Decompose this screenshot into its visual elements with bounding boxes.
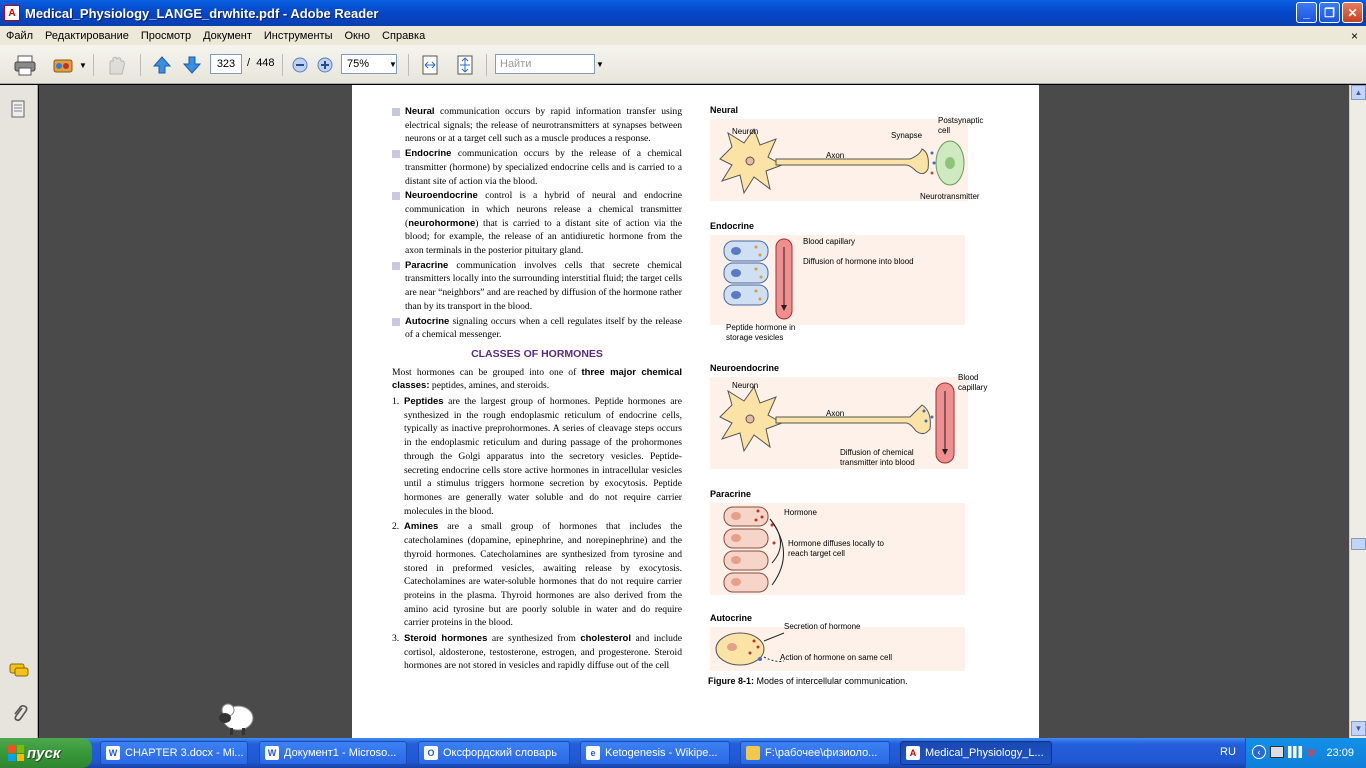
neuroendo-axon-label: Axon	[826, 409, 845, 418]
fig-neuroendocrine-title: Neuroendocrine	[710, 363, 780, 373]
menu-help[interactable]: Справка	[382, 29, 426, 42]
tray-expand-icon[interactable]: ‹	[1252, 745, 1266, 759]
fig-autocrine-panel	[710, 627, 965, 671]
folder-icon	[746, 746, 760, 760]
page-number-input[interactable]: 323	[210, 54, 242, 74]
neural-synapse-label: Synapse	[891, 131, 923, 140]
windows-flag-icon	[8, 745, 24, 761]
fig-autocrine-title: Autocrine	[710, 613, 753, 623]
language-indicator[interactable]: RU	[1220, 746, 1236, 758]
bullet-autocrine: Autocrine signaling occurs when a cell regulates itself by the release of a chemical messenger.	[392, 315, 682, 342]
attachments-icon[interactable]	[9, 703, 29, 723]
menu-tools[interactable]: Инструменты	[263, 29, 333, 42]
dictionary-icon: O	[424, 746, 438, 760]
vertical-scrollbar[interactable]	[1349, 85, 1366, 738]
endocrine-pep-label: Peptide hormone in storage vesicles	[726, 323, 796, 342]
page-total-count: 448	[256, 57, 275, 69]
list-item-amines: 2. Amines are a small group of hormones that includes the catecholamines (dopamine, epinephrine, and norepinephrine) and the thyroid hormones. Catecholamines are synthesized from tyrosine and stored in preformed vesicles, awaiting release by exocytosis. Catecholamines are water-soluble hormones that do not require carrier proteins in the plasma. Thyroid hormones are also derived from the amino acid tyrosine but are poorly soluble in water and do require carrier proteins in the blood.	[392, 521, 682, 629]
scroll-down-icon[interactable]: ▼	[1351, 721, 1366, 736]
word-icon: W	[265, 746, 279, 760]
clock[interactable]: 23:09	[1326, 747, 1354, 759]
fig-endocrine-panel	[710, 235, 965, 325]
zoom-out-icon[interactable]	[291, 56, 308, 73]
scroll-thumb[interactable]	[1351, 538, 1366, 550]
pages-icon[interactable]	[9, 99, 29, 119]
fig-paracrine-title: Paracrine	[710, 489, 752, 499]
body-text	[392, 105, 682, 673]
task-oxford-dictionary[interactable]: O Оксфордский словарь	[418, 741, 570, 765]
word-icon: W	[106, 746, 120, 760]
neuroendo-neuron-label: Neuron	[732, 381, 759, 390]
section-heading: CLASSES OF HORMONES	[471, 347, 603, 360]
task-document1[interactable]: W Документ1 - Microso...	[259, 741, 407, 765]
menu-close-icon[interactable]: ×	[1350, 28, 1358, 43]
neuroendo-cap-label: Blood capillary	[958, 373, 988, 392]
autocrine-diagram	[710, 627, 965, 671]
neural-nt-label: Neurotransmitter	[920, 192, 980, 201]
list-item-peptides: 1. Peptides are the largest group of hormones. Peptide hormones are synthesized in the rough endoplasmic reticulum of endocrine cells, typically as inactive preprohormones. A series of cleavage steps occurs in the endoplasmic reticulum and during passage of the prohormones through the Golgi apparatus into the secretory vesicles. Peptide-secreting endocrine cells store active hormones in intracellular vesicles until a stimulus triggers hormone secretion by exocytosis. Peptide hormones are generally water soluble and do not require carrier molecules in the blood.	[392, 396, 682, 517]
search-input[interactable]: Найти	[495, 54, 595, 74]
comments-icon[interactable]	[9, 661, 29, 681]
signal-icon[interactable]	[1288, 746, 1302, 758]
restore-button[interactable]: ❐	[1319, 2, 1340, 23]
zoom-level-field[interactable]: 75%	[341, 54, 397, 74]
pdf-page	[352, 85, 1039, 738]
endocrine-diagram	[710, 235, 965, 325]
pdf-icon: A	[4, 5, 20, 21]
neural-post-label: Postsynaptic cell	[938, 116, 984, 135]
task-chapter3[interactable]: W CHAPTER 3.docx - Mi...	[100, 741, 248, 765]
bullet-endocrine: Endocrine communication occurs by the release of a chemical transmitter (hormone) by specialized endocrine cells and is carried to a distant site of action via the blood.	[392, 147, 682, 188]
neuroendo-diff-label: Diffusion of chemical transmitter into blood	[840, 448, 915, 467]
scroll-up-icon[interactable]: ▲	[1351, 85, 1366, 100]
menu-window[interactable]: Окно	[344, 29, 371, 42]
bullet-neural: Neural communication occurs by rapid information transfer using electrical signals; the release of neurotransmitters at synapses between neurons or at a target cell such as a muscle produces a response.	[392, 105, 682, 146]
intro-paragraph: Most hormones can be grouped into one of three major chemical classes: peptides, amines, and steroids.	[392, 366, 683, 392]
minimize-button[interactable]: _	[1296, 2, 1317, 23]
neural-axon-label: Axon	[826, 151, 845, 160]
share-dropdown-icon[interactable]: ▼	[79, 61, 87, 70]
fig-neural-title: Neural	[710, 105, 739, 115]
task-ketogenesis[interactable]: e Ketogenesis - Wikipe...	[580, 741, 730, 765]
alert-icon[interactable]: ✕	[1306, 746, 1317, 760]
start-button[interactable]	[0, 738, 92, 768]
bullet-neuroendocrine: Neuroendocrine control is a hybrid of neural and endocrine communication in which neurons release a chemical transmitter (neurohormone) that is carried to a distant site of action via the blood; for example, the release of an antidiuretic hormone from the axon terminals in the posterior pituitary gland.	[392, 189, 682, 258]
figure-8-1	[708, 105, 1038, 705]
menu-bar	[0, 26, 1366, 45]
menu-file[interactable]: Файл	[6, 29, 34, 42]
browser-icon: e	[586, 746, 600, 760]
zoom-dropdown-icon[interactable]: ▼	[389, 60, 397, 69]
paracrine-diff-label: Hormone diffuses locally to reach target cell	[788, 539, 884, 558]
toolbar	[0, 45, 1366, 84]
navigation-panel	[0, 85, 38, 738]
hand-tool-icon[interactable]	[103, 53, 129, 77]
close-button[interactable]: ✕	[1342, 2, 1363, 23]
start-label: пуск	[27, 744, 61, 762]
menu-view[interactable]: Просмотр	[140, 29, 192, 42]
task-folder[interactable]: F:\рабочее\физиоло...	[740, 741, 890, 765]
menu-edit[interactable]: Редактирование	[45, 29, 129, 42]
list-item-steroids: 3. Steroid hormones are synthesized from cholesterol and include cortisol, aldosterone, testosterone, estrogen, and progesterone. Steroid hormones are not stored in vesicles and rapidly diffuse out of the cell	[392, 633, 683, 672]
sheep-mascot-icon	[216, 700, 256, 736]
fit-page-icon[interactable]	[453, 53, 477, 77]
system-tray	[1245, 738, 1366, 768]
endocrine-diff-label: Diffusion of hormone into blood	[803, 257, 914, 266]
next-page-icon[interactable]	[180, 53, 204, 77]
neural-neuron-label: Neuron	[732, 127, 759, 136]
window-title: Medical_Physiology_LANGE_drwhite.pdf - Adobe Reader	[25, 5, 379, 21]
menu-document[interactable]: Документ	[203, 29, 252, 42]
page-total	[247, 57, 275, 69]
autocrine-act-label: Action of hormone on same cell	[780, 653, 893, 662]
search-dropdown-icon[interactable]: ▼	[596, 60, 604, 69]
title-bar	[0, 0, 1366, 26]
endocrine-cap-label: Blood capillary	[803, 237, 856, 246]
taskbar	[0, 738, 1366, 768]
pdf-icon: A	[906, 746, 920, 760]
page-separator: /	[247, 57, 251, 69]
previous-page-icon[interactable]	[150, 53, 174, 77]
zoom-in-icon[interactable]	[316, 56, 333, 73]
bullet-paracrine: Paracrine communication involves cells that secrete chemical transmitters locally into the surrounding interstitial fluid; the target cells are near “neighbors” and are reached by diffusion of the hormone rather than by its transport in the blood.	[392, 259, 682, 314]
figure-caption: Figure 8-1: Modes of intercellular communication.	[708, 676, 908, 686]
paracrine-hormone-label: Hormone	[784, 508, 817, 517]
fit-width-icon[interactable]	[418, 53, 442, 77]
autocrine-sec-label: Secretion of hormone	[784, 622, 861, 631]
network-icon[interactable]	[1270, 746, 1284, 758]
fig-endocrine-title: Endocrine	[710, 221, 755, 231]
document-view[interactable]	[39, 85, 1349, 738]
print-icon[interactable]	[12, 53, 38, 77]
task-adobe-reader[interactable]: A Medical_Physiology_L...	[900, 741, 1052, 765]
share-icon[interactable]	[50, 53, 76, 77]
